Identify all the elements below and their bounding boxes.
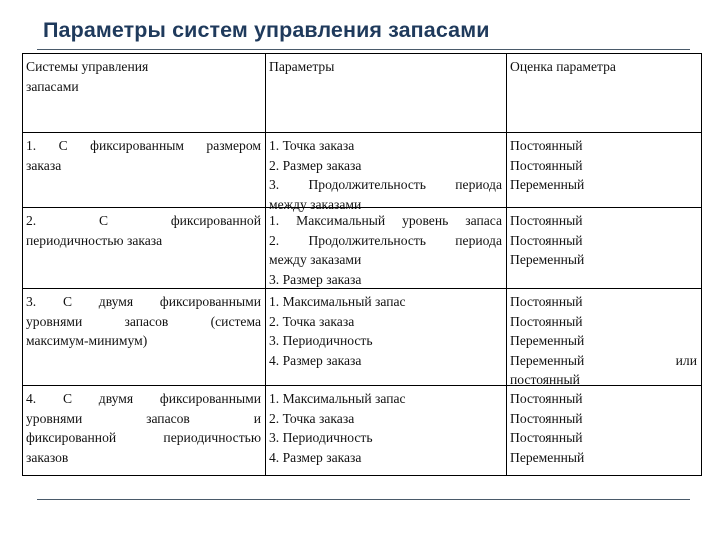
cell-line: Системы управления <box>26 59 149 74</box>
header-cell-assessment <box>507 54 701 132</box>
cell-line: между заказами <box>269 252 362 267</box>
cell-line: Постоянный <box>510 213 583 228</box>
cell-line: Переменный <box>510 333 585 348</box>
cell-system <box>23 386 266 476</box>
cell-line: Постоянный <box>510 430 583 445</box>
cell-parameters <box>266 386 507 476</box>
cell-line: 3. Периодичность <box>269 430 373 445</box>
cell-line: заказов <box>26 449 69 465</box>
cell-line: периодичностью заказа <box>26 232 163 248</box>
cell-line: уровнями запасов и <box>26 410 261 426</box>
cell-line: Переменный <box>510 449 585 465</box>
cell-line: 1. С фиксированным размером <box>26 138 261 153</box>
cell-system <box>23 289 266 385</box>
table-header-row <box>23 54 701 132</box>
cell-line: Переменный или <box>510 352 697 368</box>
cell-line: 2. Размер заказа <box>269 157 362 173</box>
cell-line: 4. Размер заказа <box>269 352 362 368</box>
cell-line: Переменный <box>510 177 585 192</box>
cell-line: максимум-минимум) <box>26 333 148 348</box>
table-row <box>23 207 701 288</box>
cell-parameters <box>266 208 507 288</box>
cell-parameters <box>266 133 507 212</box>
cell-line: Постоянный <box>510 157 583 173</box>
table-row <box>23 132 701 212</box>
cell-line: 4. Размер заказа <box>269 449 362 465</box>
cell-line: Постоянный <box>510 294 583 309</box>
cell-system <box>23 208 266 288</box>
bottom-divider <box>37 499 690 500</box>
cell-line: фиксированной периодичностью <box>26 430 261 445</box>
cell-line: Постоянный <box>510 410 583 426</box>
inventory-systems-table <box>22 53 702 476</box>
cell-parameters <box>266 289 507 385</box>
cell-line: 2. Точка заказа <box>269 410 355 426</box>
cell-line: уровнями запасов (система <box>26 313 261 329</box>
slide-title: Параметры систем управления запасами <box>43 18 490 42</box>
cell-assessment <box>507 289 701 385</box>
header-cell-system <box>23 54 266 132</box>
cell-line: 2. Продолжительность периода <box>269 232 502 248</box>
cell-line: 3. Продолжительность периода <box>269 177 502 192</box>
cell-line: Постоянный <box>510 138 583 153</box>
cell-line: 3. Размер заказа <box>269 271 362 287</box>
cell-line: постоянный <box>510 372 580 387</box>
cell-line: 1. Максимальный запас <box>269 294 406 309</box>
cell-line: Постоянный <box>510 232 583 248</box>
cell-line: заказа <box>26 157 62 173</box>
header-cell-parameters <box>266 54 507 132</box>
cell-line: Постоянный <box>510 313 583 329</box>
cell-line: 3. С двумя фиксированными <box>26 294 261 309</box>
cell-line: 1. Максимальный запас <box>269 391 406 406</box>
cell-line: 2. С фиксированной <box>26 213 261 228</box>
cell-line: Параметры <box>269 59 335 74</box>
cell-system <box>23 133 266 207</box>
cell-line: 4. С двумя фиксированными <box>26 391 261 406</box>
table-row <box>23 288 701 385</box>
cell-line: Переменный <box>510 252 585 267</box>
title-divider <box>37 49 690 50</box>
cell-assessment <box>507 133 701 207</box>
cell-assessment <box>507 208 701 288</box>
cell-line: 3. Периодичность <box>269 333 373 348</box>
cell-line: между заказами <box>269 196 362 212</box>
table-row <box>23 385 701 476</box>
cell-line: 1. Точка заказа <box>269 138 355 153</box>
cell-line: 1. Максимальный уровень запаса <box>269 213 502 228</box>
cell-line: Оценка параметра <box>510 59 616 74</box>
cell-assessment <box>507 386 701 476</box>
cell-line: Постоянный <box>510 391 583 406</box>
cell-line: 2. Точка заказа <box>269 313 355 329</box>
cell-line: запасами <box>26 78 79 94</box>
